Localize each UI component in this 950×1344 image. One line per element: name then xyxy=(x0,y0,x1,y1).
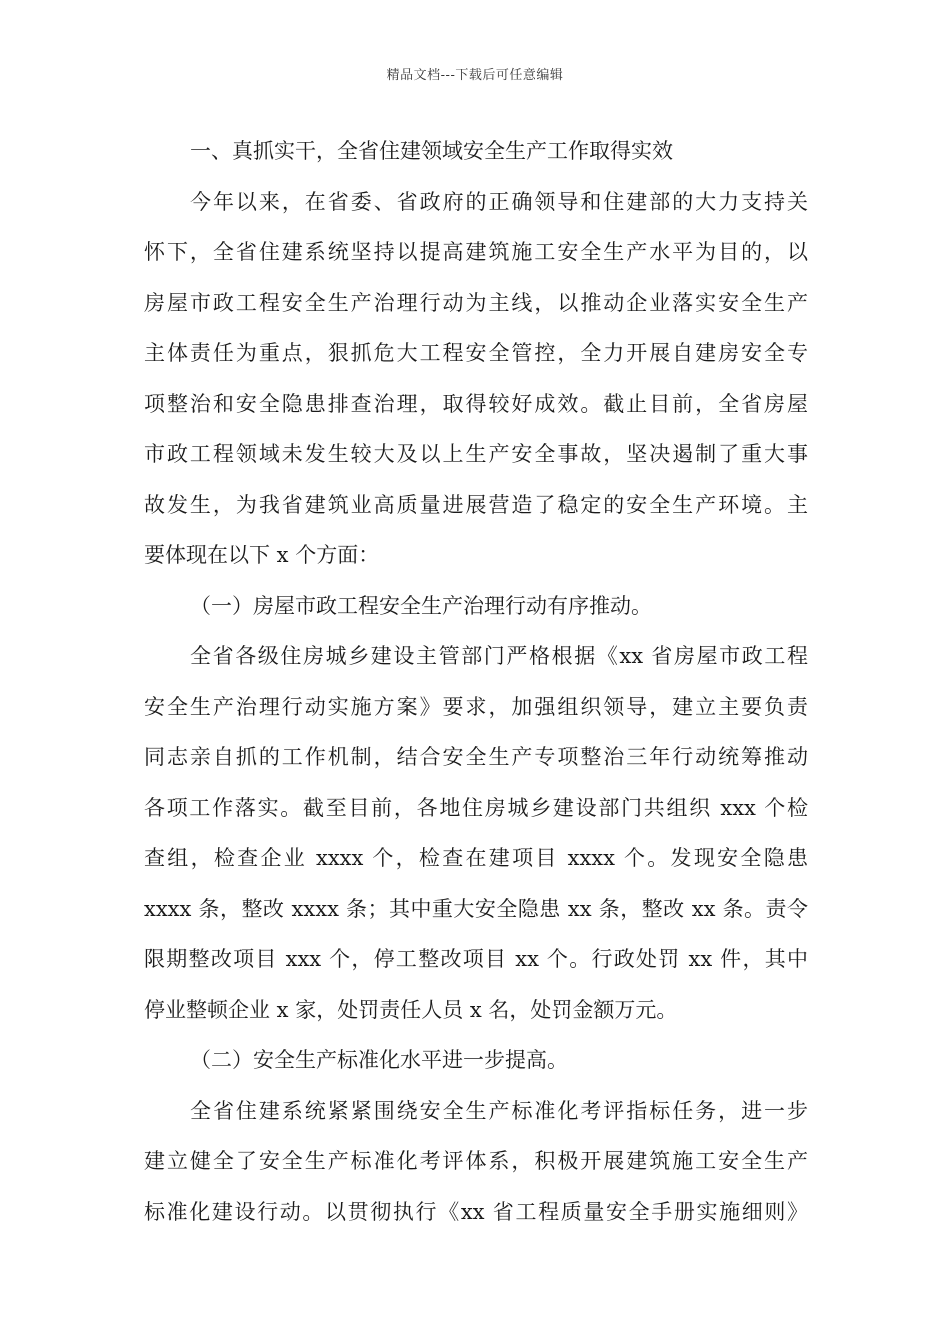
subsection-heading: （二）安全生产标准化水平进一步提高。 xyxy=(190,1048,568,1072)
paragraph-line: xxxx 条，整改 xxxx 条；其中重大安全隐患 xx 条，整改 xx 条。责令 xyxy=(144,896,808,921)
paragraph-line: 今年以来，在省委、省政府的正确领导和住建部的大力支持关 xyxy=(190,189,808,214)
paragraph-line: 市政工程领域未发生较大及以上生产安全事故，坚决遏制了重大事 xyxy=(144,442,808,466)
page-header: 精品文档---下载后可任意编辑 xyxy=(386,68,564,83)
document-body xyxy=(144,126,808,1237)
paragraph-line: 主体责任为重点，狠抓危大工程安全管控，全力开展自建房安全专 xyxy=(144,341,808,365)
paragraph-line: 标准化建设行动。以贯彻执行《xx 省工程质量安全手册实施细则》 xyxy=(144,1199,808,1224)
paragraph-line: 全省住建系统紧紧围绕安全生产标准化考评指标任务，进一步 xyxy=(190,1098,808,1123)
paragraph-line: 查组，检查企业 xxxx 个，检查在建项目 xxxx 个。发现安全隐患 xyxy=(144,846,808,870)
paragraph-line: 安全生产治理行动实施方案》要求，加强组织领导，建立主要负责 xyxy=(144,694,808,719)
section-heading: 一、真抓实干，全省住建领域安全生产工作取得实效 xyxy=(190,139,673,163)
paragraph-line: 项整治和安全隐患排查治理，取得较好成效。截止目前，全省房屋 xyxy=(144,391,808,416)
paragraph-line: 建立健全了安全生产标准化考评体系，积极开展建筑施工安全生产 xyxy=(144,1149,808,1173)
paragraph-line: 全省各级住房城乡建设主管部门严格根据《xx 省房屋市政工程 xyxy=(190,644,808,668)
paragraph-line: 房屋市政工程安全生产治理行动为主线，以推动企业落实安全生产 xyxy=(144,290,808,315)
paragraph-line: 怀下，全省住建系统坚持以提高建筑施工安全生产水平为目的，以 xyxy=(144,240,808,264)
paragraph-line: 故发生，为我省建筑业高质量进展营造了稳定的安全生产环境。主 xyxy=(144,492,808,517)
paragraph-line: 各项工作落实。截至目前，各地住房城乡建设部门共组织 xxx 个检 xyxy=(144,795,808,820)
paragraph-line: 同志亲自抓的工作机制，结合安全生产专项整治三年行动统筹推动 xyxy=(144,745,808,769)
paragraph-line: 停业整顿企业 x 家，处罚责任人员 x 名，处罚金额万元。 xyxy=(144,997,678,1022)
paragraph-line: 要体现在以下 x 个方面： xyxy=(144,543,380,567)
paragraph-line: 限期整改项目 xxx 个，停工整改项目 xx 个。行政处罚 xx 件，其中 xyxy=(144,947,808,971)
subsection-heading: （一）房屋市政工程安全生产治理行动有序推动。 xyxy=(190,593,652,618)
